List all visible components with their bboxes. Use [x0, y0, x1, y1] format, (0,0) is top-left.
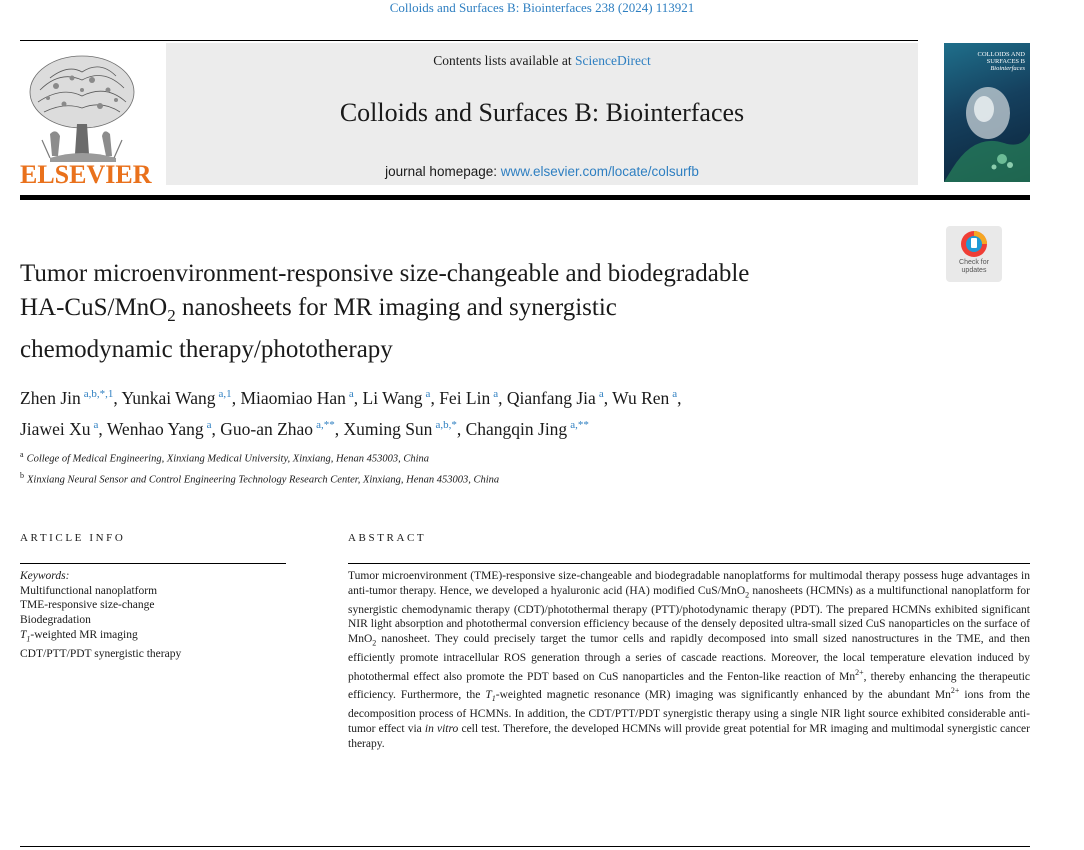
header-bottom-rule	[20, 195, 1030, 200]
author-affiliation-marks[interactable]: a	[493, 388, 499, 400]
cover-artwork	[944, 73, 1030, 182]
contents-prefix: Contents lists available at	[433, 53, 575, 68]
abstract-rule	[348, 563, 1030, 564]
keyword-t-symbol: T	[20, 628, 27, 641]
author-separator: ,	[456, 418, 466, 439]
crossmark-icon	[960, 230, 988, 258]
author-name[interactable]: Changqin Jing	[465, 418, 568, 439]
author-separator: ,	[334, 418, 344, 439]
check-for-updates-label	[946, 259, 1002, 275]
author-name[interactable]: Fei Lin	[439, 387, 491, 408]
author-separator: ,	[113, 387, 122, 408]
abstract-seg: cell test. Therefore, the developed HCMNs will provide great potential for MR imaging and multimodal synergistic cancer therapy.	[348, 722, 1030, 750]
affiliation-line	[20, 447, 920, 468]
cover-title	[945, 51, 1025, 72]
author-name[interactable]: Guo-an Zhao	[220, 418, 314, 439]
contents-available-line	[166, 53, 918, 69]
author-name[interactable]: Li Wang	[362, 387, 423, 408]
author[interactable]	[439, 388, 507, 408]
author[interactable]	[343, 419, 465, 439]
title-part1: Tumor microenvironment-responsive size-changeable and biodegradable	[20, 260, 750, 287]
author[interactable]	[363, 388, 440, 408]
keywords-list	[20, 569, 286, 662]
abstract-seg: nanosheets (HCMNs) as a multifunctional nanoplatform for synergistic chemodynamic therapy (CDT)/photothermal therapy (PTT)/photodynamic therapy (PDT). The prepared HCMNs exhibited significant NIR light absorption and photothermal conversion efficiency because of the densely deposited ultra-small sized CuS nanoparticles on the surface of MnO	[348, 584, 1030, 646]
author[interactable]	[507, 388, 612, 408]
title-subscript: 2	[167, 306, 176, 325]
cover-title-line2: SURFACES B	[986, 58, 1025, 65]
abstract-body	[348, 569, 1030, 751]
article-title	[20, 257, 920, 367]
title-part4: chemodynamic therapy/phototherapy	[20, 336, 393, 363]
author-separator: ,	[603, 387, 613, 408]
check-updates-line1: Check for	[959, 259, 989, 266]
cover-title-line3: Biointerfaces	[990, 65, 1025, 72]
homepage-prefix: journal homepage:	[385, 164, 501, 179]
author-separator: ,	[353, 387, 363, 408]
author-name[interactable]: Miaomiao Han	[240, 387, 346, 408]
author-affiliation-marks[interactable]: a	[93, 418, 99, 431]
abstract-italic: in vitro	[424, 722, 459, 735]
abstract-seg: nanosheet. They could precisely target the tumor cells and rapidly decomposed into small sized nanostructures in the TME, and then efficiently promote intracellular ROS generation through a series of cascade reactions. Moreover, the local temperature elevation induced by photothermal effect also promote the PDT based on CuS nanoparticles and the Fenton-like reaction of Mn	[348, 633, 1030, 683]
keyword-item	[20, 628, 286, 647]
abstract-heading: ABSTRACT	[348, 532, 427, 544]
author[interactable]	[220, 419, 343, 439]
author-affiliation-marks[interactable]: a,**	[570, 418, 589, 431]
affiliation-line	[20, 468, 920, 489]
abstract-sub: 2	[372, 638, 377, 648]
author[interactable]	[240, 388, 362, 408]
author[interactable]	[122, 388, 241, 408]
author-separator: ,	[677, 387, 682, 408]
author-affiliation-marks[interactable]: a	[348, 388, 354, 400]
author-separator: ,	[211, 418, 221, 439]
author-affiliation-marks[interactable]: a	[206, 418, 212, 431]
author-name[interactable]: Xuming Sun	[343, 418, 433, 439]
cover-title-line1: COLLOIDS AND	[977, 51, 1025, 58]
abstract-sup: 2+	[855, 667, 864, 677]
affiliation-text: Xinxiang Neural Sensor and Control Engineering Technology Research Center, Xinxiang, Henan 453003, China	[27, 474, 500, 485]
author-separator: ,	[430, 387, 440, 408]
author-name[interactable]: Yunkai Wang	[121, 387, 216, 408]
journal-name: Colloids and Surfaces B: Biointerfaces	[339, 98, 745, 127]
author[interactable]	[612, 388, 681, 408]
affiliation-key: b	[20, 470, 24, 480]
sciencedirect-link[interactable]: ScienceDirect	[575, 53, 651, 68]
author-name[interactable]: Jiawei Xu	[20, 418, 91, 439]
author-affiliation-marks[interactable]: a	[672, 388, 678, 400]
author[interactable]	[466, 419, 589, 439]
abstract-t-symbol: T	[485, 689, 492, 702]
author[interactable]	[20, 388, 122, 408]
author[interactable]	[107, 419, 220, 439]
author-name[interactable]: Wenhao Yang	[106, 418, 204, 439]
author[interactable]	[20, 419, 107, 439]
title-part2: HA-CuS/MnO	[20, 294, 168, 321]
elsevier-wordmark: ELSEVIER	[20, 160, 152, 189]
author-affiliation-marks[interactable]: a,**	[316, 418, 335, 431]
check-updates-line2: updates	[961, 267, 987, 274]
affiliations	[20, 447, 920, 488]
keywords-label: Keywords:	[20, 570, 70, 582]
article-info-heading: ARTICLE INFO	[20, 532, 126, 544]
abstract-seg: -weighted magnetic resonance (MR) imaging was significantly enhanced by the abundant Mn	[495, 689, 951, 702]
keyword-item: Biodegradation	[20, 614, 91, 627]
keyword-item: TME-responsive size-change	[20, 599, 155, 612]
journal-banner	[166, 43, 918, 185]
author-name[interactable]: Zhen Jin	[20, 387, 81, 408]
keyword-t-rest: -weighted MR imaging	[30, 628, 138, 641]
abstract-seg: Tumor microenvironment (TME)-responsive size-changeable and biodegradable nanoplatforms for multimodal therapy possess huge advantages in anti-tumor therapy. Hence, we developed a hyaluronic acid (HA) modified CuS/MnO	[348, 570, 1030, 597]
abstract-seg: , thereby enhancing the therapeutic efficiency. Furthermore, the	[348, 670, 1030, 702]
author-name[interactable]: Wu Ren	[612, 387, 670, 408]
author-separator: ,	[98, 418, 107, 439]
author-separator: ,	[231, 387, 241, 408]
author-list	[20, 381, 970, 443]
header-top-rule	[20, 40, 918, 41]
author-affiliation-marks[interactable]: a,b,*	[435, 418, 457, 431]
journal-homepage-link[interactable]: www.elsevier.com/locate/colsurfb	[500, 164, 699, 179]
keyword-item: CDT/PTT/PDT synergistic therapy	[20, 647, 182, 660]
author-separator: ,	[498, 387, 507, 408]
keyword-item: Multifunctional nanoplatform	[20, 584, 158, 597]
keyword-t-subscript: 1	[26, 634, 31, 644]
author-affiliation-marks[interactable]: a,1	[218, 388, 232, 400]
abstract-seg: ions from the decomposition process of HCMNs. In addition, the CDT/PTT/PDT synergistic therapy using a single NIR light source exhibited considerable anti-tumor effect via	[348, 689, 1030, 735]
journal-cover-image[interactable]	[944, 43, 1030, 182]
abstract-sup: 2+	[950, 686, 960, 696]
journal-citation[interactable]: Colloids and Surfaces B: Biointerfaces 238 (2024) 113921	[389, 0, 695, 15]
article-info-rule	[20, 563, 286, 564]
bottom-rule	[20, 846, 1030, 847]
title-part3: nanosheets for MR imaging and synergistic	[175, 294, 617, 321]
check-for-updates-button[interactable]	[946, 226, 1002, 282]
author-affiliation-marks[interactable]: a	[598, 388, 604, 400]
abstract-sub: 2	[745, 590, 750, 599]
abstract-t-subscript: 1	[491, 694, 496, 704]
author-affiliation-marks[interactable]: a	[425, 388, 431, 400]
author-affiliation-marks[interactable]: a,b,*,1	[83, 388, 114, 400]
affiliation-key: a	[20, 450, 24, 459]
journal-homepage-line	[166, 164, 918, 179]
affiliation-text: College of Medical Engineering, Xinxiang Medical University, Xinxiang, Henan 453003, China	[26, 453, 429, 465]
author-name[interactable]: Qianfang Jia	[506, 387, 596, 408]
